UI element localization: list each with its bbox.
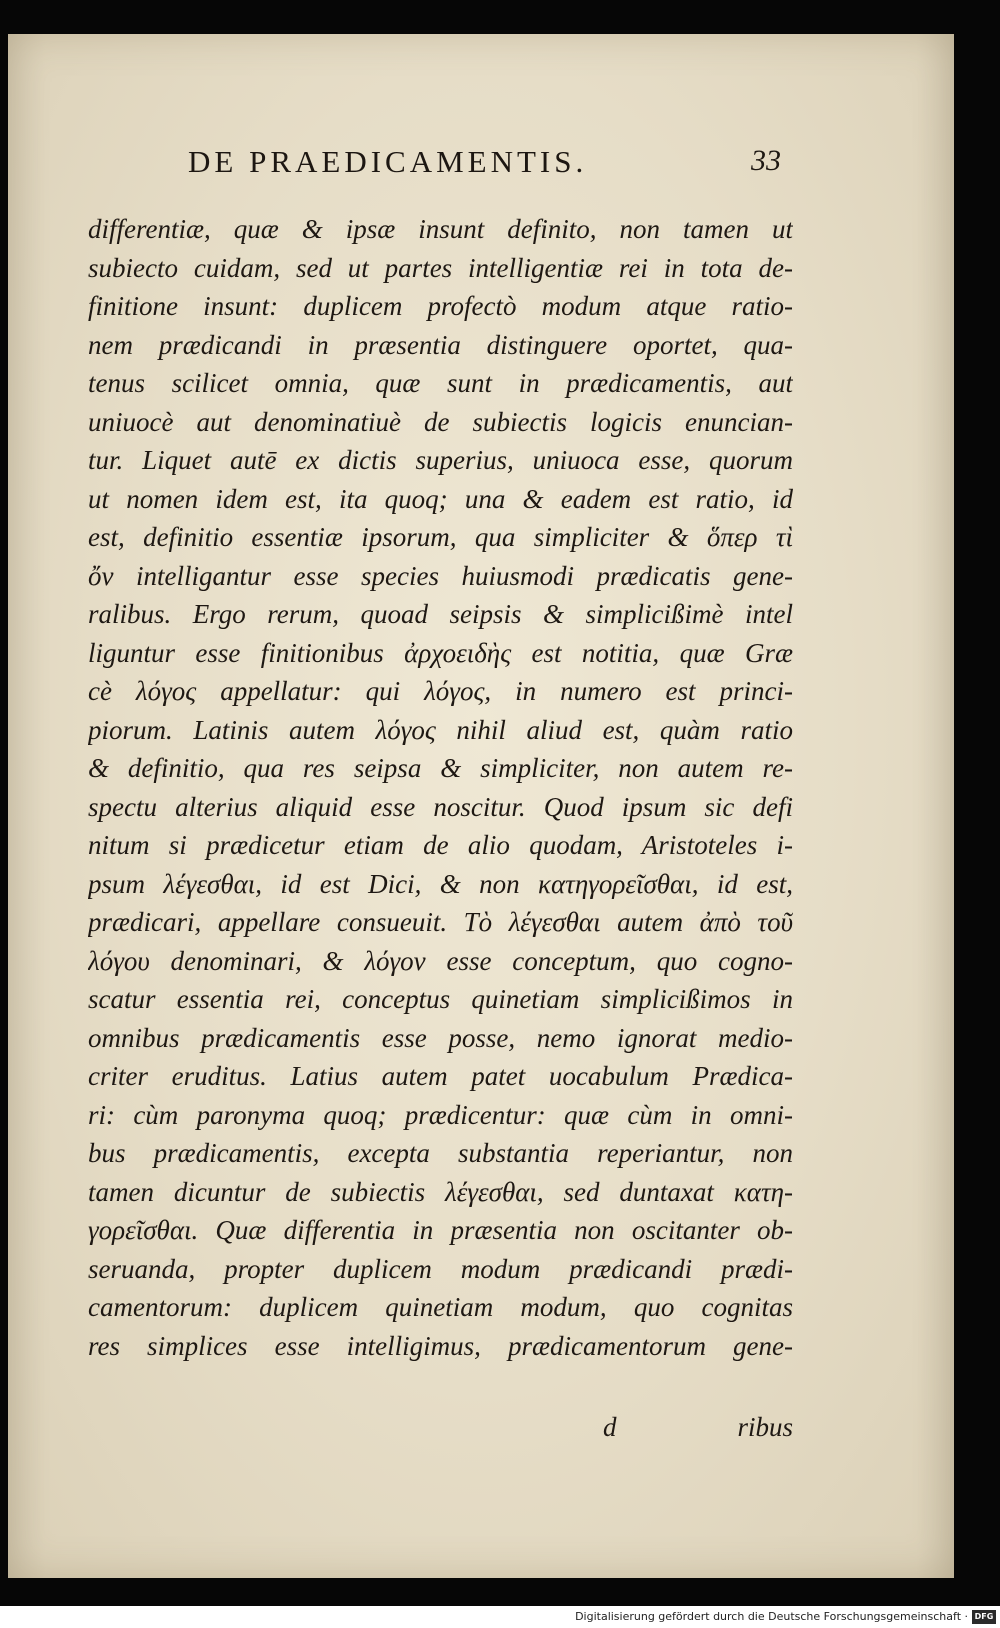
- text-line: piorum. Latinis autem λόγος nihil aliud est, quàm ratio: [88, 714, 793, 745]
- signature-mark: d: [603, 1412, 617, 1442]
- text-line: γορεῖσθαι. Quæ differentia in præsentia non oscitanter ob-: [88, 1215, 793, 1245]
- page-number: 33: [751, 144, 781, 177]
- text-line: res simplices esse intelligimus, prædicamentorum gene-: [88, 1330, 793, 1361]
- text-line: liguntur esse finitionibus ἀρχοειδὴς est notitia, quæ Græ: [88, 637, 793, 668]
- running-head: [188, 144, 788, 188]
- text-line: λόγου denominari, & λόγον esse conceptum, quo cogno-: [88, 945, 793, 976]
- dfg-logo-icon: DFG: [972, 1610, 996, 1624]
- text-line: ὄν intelligantur esse species huiusmodi prædicatis gene-: [88, 560, 793, 591]
- text-line: psum λέγεσθαι, id est Dici, & non κατηγορεῖσθαι, id est,: [88, 868, 793, 899]
- text-line: omnibus prædicamentis esse posse, nemo ignorat medio-: [88, 1022, 793, 1053]
- text-line: est, definitio essentiæ ipsorum, qua simpliciter & ὅπερ τὶ: [88, 522, 793, 552]
- text-line: prædicari, appellare consueuit. Τὸ λέγεσθαι autem ἀπὸ τοῦ: [88, 907, 793, 937]
- text-line: nem prædicandi in præsentia distinguere oportet, qua-: [88, 329, 793, 360]
- page-footer: [88, 1412, 793, 1452]
- text-line: seruanda, propter duplicem modum prædicandi prædi-: [88, 1253, 793, 1284]
- text-line: finitione insunt: duplicem profectò modum atque ratio-: [88, 291, 793, 321]
- text-line: tamen dicuntur de subiectis λέγεσθαι, sed duntaxat κατη-: [88, 1176, 793, 1207]
- text-line: ralibus. Ergo rerum, quoad seipsis & simplicißimè intel: [88, 599, 793, 629]
- text-line: nitum si prædicetur etiam de alio quodam, Aristoteles i-: [88, 830, 793, 860]
- text-line: subiecto cuidam, sed ut partes intelligentiæ rei in tota de-: [88, 252, 793, 283]
- book-page: [8, 34, 954, 1578]
- text-line: cè λόγος appellatur: qui λόγος, in numero est princi-: [88, 676, 793, 706]
- text-line: criter eruditus. Latius autem patet uocabulum Prædica-: [88, 1061, 793, 1091]
- text-line: scatur essentia rei, conceptus quinetiam simplicißimos in: [88, 984, 793, 1014]
- text-line: ut nomen idem est, ita quoq; una & eadem est ratio, id: [88, 483, 793, 514]
- text-line: tenus scilicet omnia, quæ sunt in prædicamentis, aut: [88, 368, 793, 398]
- text-line: spectu alterius aliquid esse noscitur. Quod ipsum sic defi: [88, 791, 793, 822]
- text-line: tur. Liquet autē ex dictis superius, uniuoca esse, quorum: [88, 445, 793, 475]
- text-line: ri: cùm paronyma quoq; prædicentur: quæ cùm in omni-: [88, 1099, 793, 1130]
- text-line: differentiæ, quæ & ipsæ insunt definito, non tamen ut: [88, 214, 793, 244]
- text-line: & definitio, qua res seipsa & simpliciter, non autem re-: [88, 753, 793, 783]
- catchword: ribus: [737, 1412, 793, 1442]
- credit-text: Digitalisierung gefördert durch die Deutsche Forschungsgemeinschaft ·: [575, 1610, 968, 1623]
- page-title: DE PRAEDICAMENTIS.: [188, 144, 588, 179]
- text-line: camentorum: duplicem quinetiam modum, quo cognitas: [88, 1292, 793, 1322]
- text-line: bus prædicamentis, excepta substantia reperiantur, non: [88, 1138, 793, 1168]
- credit-bar: [0, 1606, 1000, 1628]
- text-line: uniuocè aut denominatiuè de subiectis logicis enuncian-: [88, 406, 793, 437]
